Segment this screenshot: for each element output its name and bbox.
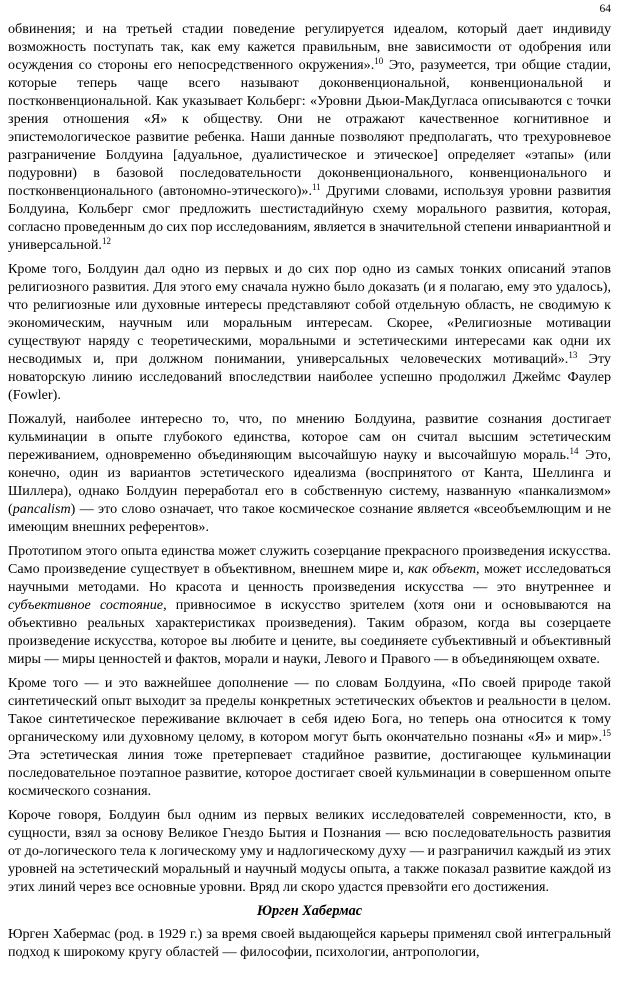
paragraph-6 <box>8 806 611 896</box>
text-run: , может исследоваться научными методами. Но красота и ценность произведения искусства — это внутреннее и <box>8 561 611 595</box>
text-run: Кроме того — и это важнейшее дополнение — по словам Болдуина, «По своей природе такой синтетический опыт выходит за пределы конкретных эстетических объектов и реальности в целом. Такое синтетическое переживание включает в себя идею Бога, но теперь она относится к тому органическому или духовному целому, в котором могут быть окончательно познаны «Я» и мир». <box>8 675 611 745</box>
text-run: Кроме того, Болдуин дал одно из первых и до сих пор одно из самых тонких описаний этапов религиозного развития. Для этого ему сначала нужно было доказать (и я полагаю, ему это удалось), что религиозные или духовные интересы представляют собой отдельную область, не сводимую к экономическим, научным или моральным интересам. Скорее, «Религиозные мотивации существуют наряду с теоретическими, моральными и эстетическими интересами как одни их несводимых и, при должном понимании, универсальных человеческих мотиваций». <box>8 261 611 367</box>
text-run: Это, разумеется, три общие стадии, которые теперь чаще всего называют доконвенциональной, конвенциональной и постконвенциональной. Как указывает Кольберг: «Уровни Дьюи-МакДугласа описываются с точки зрения отношения «Я» к обществу. Они не отражают качественное когнитивное и эпистемологическое развитие ребенка. Наши данные позволяют предполагать, что трехуровневое разграничение Болдуина [адуальное, дуалистическое и этическое] определяет «этапы» (или подуровни) в базовой последовательности доконвенционального, конвенционального и постконвенционального (автономно-этического)». <box>8 57 611 199</box>
footnote-ref: 15 <box>602 728 611 738</box>
paragraph-5 <box>8 674 611 800</box>
text-run: обвинения; и на третьей стадии поведение регулируется идеалом, который дает индивиду возможность поступать так, как ему кажется правильным, вне зависимости от одобрения или осуждения со стороны его непосредственного окружения». <box>8 21 611 73</box>
footnote-ref: 12 <box>101 236 111 246</box>
section-heading: Юрген Хабермас <box>256 903 363 919</box>
emphasis-text: субъективное состояние <box>8 597 164 613</box>
paragraph-2 <box>8 260 611 404</box>
text-run: Это, конечно, один из вариантов эстетического идеализма (воспринятого от Канта, Шеллинга и Шиллера), однако Болдуин переработал его в собственную систему, названную «панкализмом» ( <box>8 447 611 517</box>
footnote-ref: 13 <box>568 350 578 360</box>
text-run: Короче говоря, Болдуин был одним из первых великих исследователей современности, кто, в сущности, взял за основу Великое Гнездо Бытия и Познания — всю последовательность развития от до-логического тела к логическому уму и надлогическому духу — и разграничил каждый из этих уровней на эстетический моральный и научный модусы опыта, а также показал развитие каждой из этих линий через все основные уровни. Вряд ли скоро удастся превзойти его достижения. <box>8 807 611 895</box>
emphasis-text: pancalism <box>12 501 71 517</box>
text-run: Другими словами, используя уровни развития Болдуина, Кольберг смог предложить шестистадийную схему морального развития, которая, согласно проведенным до сих пор исследованиям, является в значительной степени инвариантной и универсальной. <box>8 183 611 253</box>
text-run: Эту новаторскую линию исследований впоследствии наиболее успешно продолжил Джеймс Фаулер (Fowler). <box>8 351 611 403</box>
footnote-ref: 10 <box>374 56 384 66</box>
text-run: Эта эстетическая линия тоже претерпевает стадийное развитие, достигающее кульминации последовательное поэтапное развитие, которое достигает своей кульминации в совершенном опыте космического сознания. <box>8 747 611 799</box>
emphasis-text: как объект <box>408 561 477 577</box>
paragraph-1 <box>8 20 611 254</box>
paragraph-3 <box>8 410 611 536</box>
text-run: Юрген Хабермас (род. в 1929 г.) за время своей выдающейся карьеры применял свой интегральный подход к широкому кругу областей — философии, психологии, антропологии, <box>8 926 611 960</box>
footnote-ref: 14 <box>569 446 579 456</box>
text-run: , привносимое в искусство зрителем (хотя они и основываются на объективно реальных характеристиках произведения). Таким образом, когда вы созерцаете произведение искусства, которое вы любите и цените, вы соединяете субъективный и объективный миры — миры ценностей и фактов, морали и науки, Левого и Правого — в объединяющем охвате. <box>8 597 611 667</box>
text-run: ) — это слово означает, что такое космическое сознание является «всеобъемлющим и не имеющим внешних референтов». <box>8 501 611 535</box>
page-body <box>8 20 611 967</box>
paragraph-4 <box>8 542 611 668</box>
page-number: 64 <box>599 3 611 15</box>
footnote-ref: 11 <box>312 182 321 192</box>
section-paragraph <box>8 925 611 961</box>
text-run: Прототипом этого опыта единства может служить созерцание прекрасного произведения искусства. Само произведение существует в объективном, внешнем мире и, <box>8 543 611 577</box>
text-run: Пожалуй, наиболее интересно то, что, по мнению Болдуина, развитие сознания достигает кульминации в опыте глубокого единства, которое сам он считал высшим эстетическим переживанием, одновременно объединяющим высочайшую науку и высочайшую мораль. <box>8 411 611 463</box>
